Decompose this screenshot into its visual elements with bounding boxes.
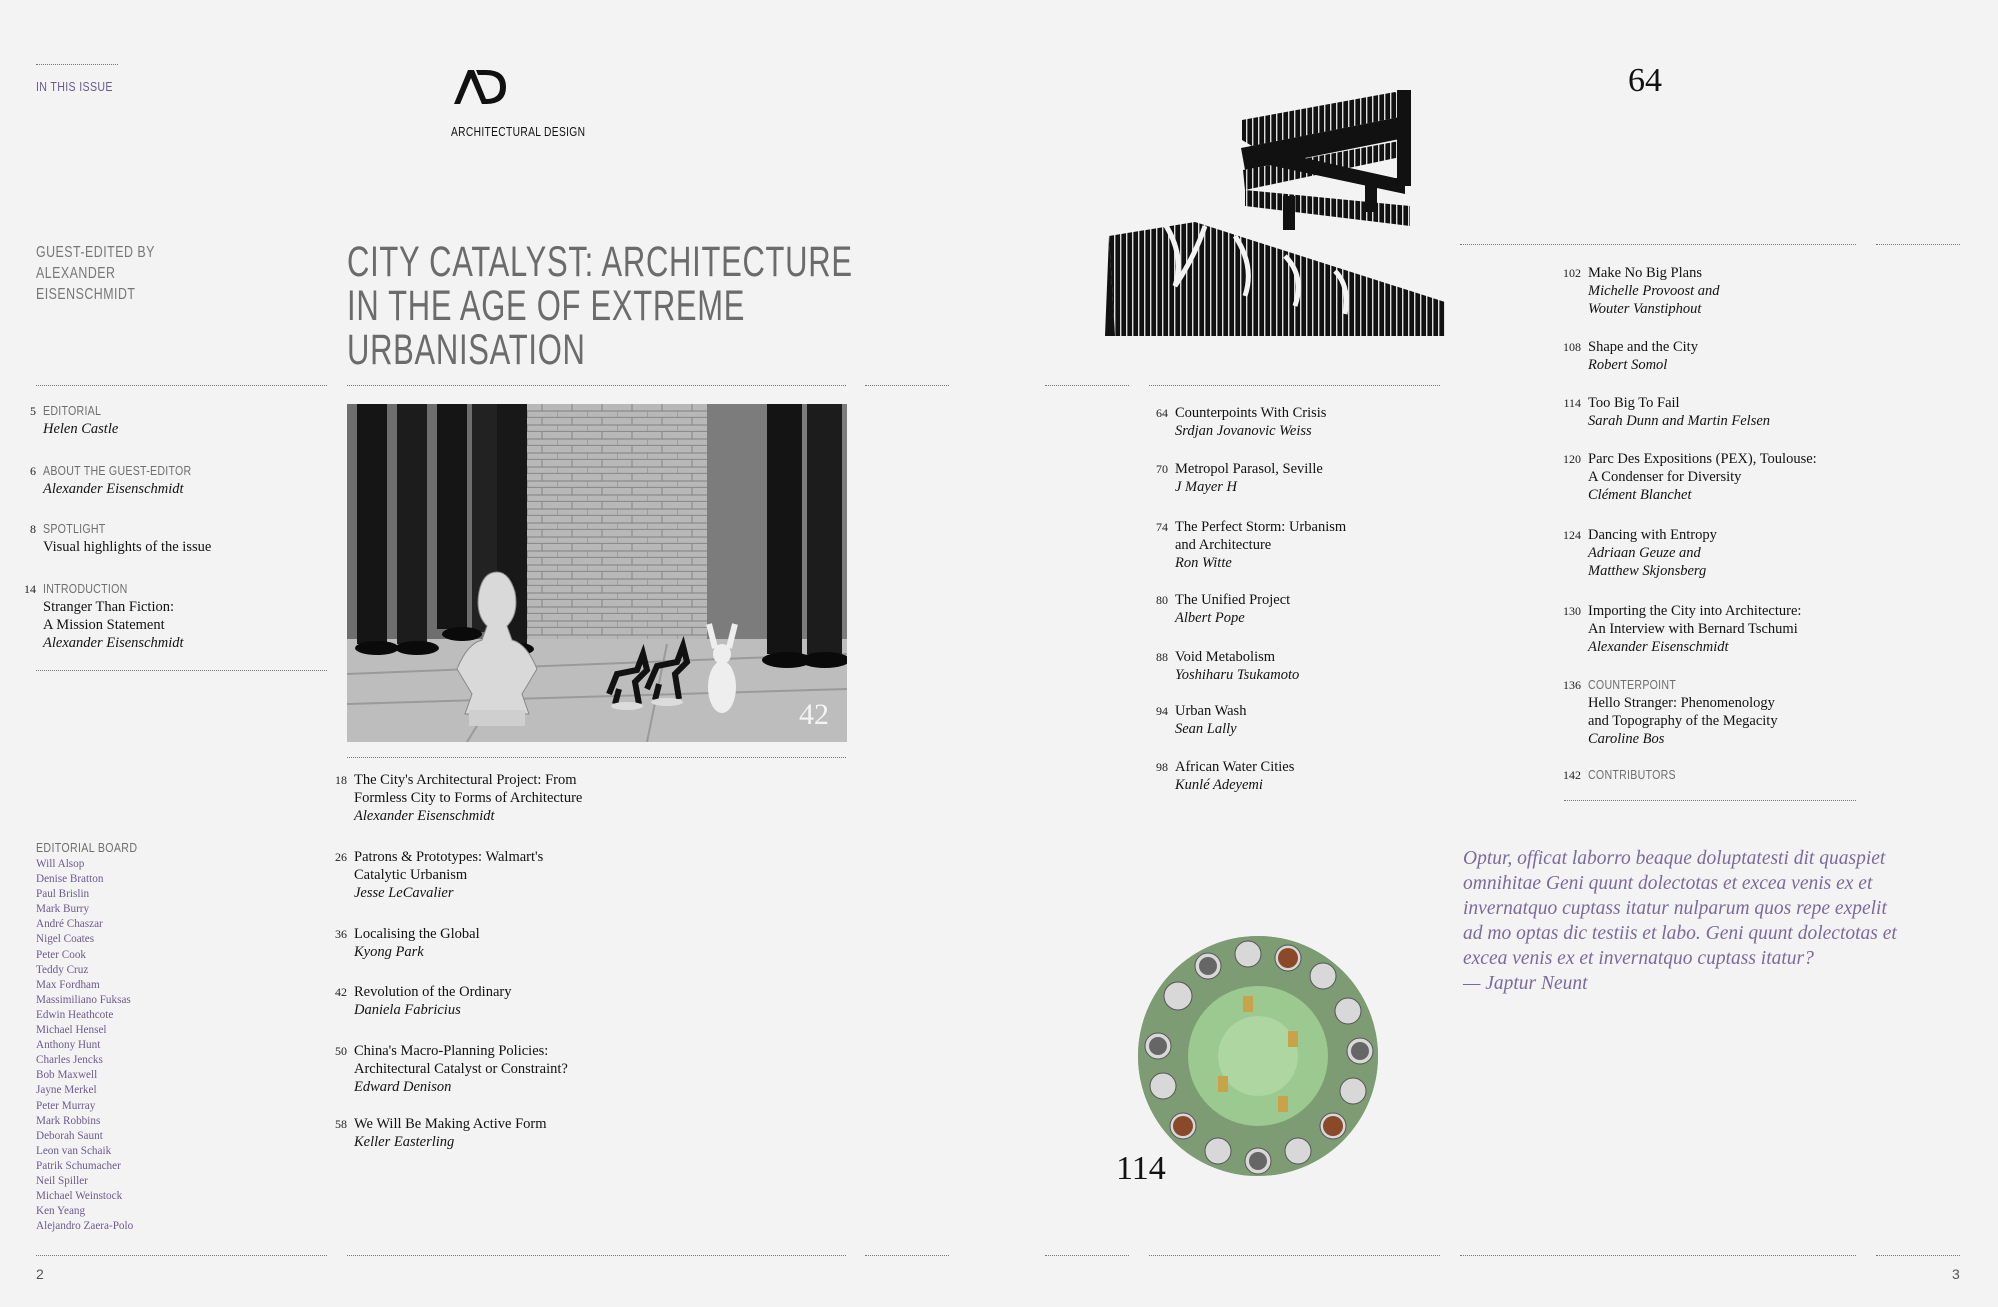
entry-title: Revolution of the Ordinary bbox=[354, 984, 512, 1000]
board-member: Nigel Coates bbox=[36, 933, 95, 946]
page-number: 102 bbox=[1563, 266, 1581, 280]
entry-title: The City's Architectural Project: From Formless City to Forms of Architecture bbox=[354, 772, 583, 806]
rule bbox=[1045, 1255, 1129, 1256]
entry-title: Stranger Than Fiction: A Mission Statement bbox=[43, 599, 175, 633]
ad-logo bbox=[452, 66, 508, 111]
entry-author: Alexander Eisenschmidt bbox=[43, 635, 184, 651]
rule bbox=[347, 1255, 846, 1256]
page-number-right: 3 bbox=[1952, 1266, 1960, 1282]
entry-author: Edward Denison bbox=[354, 1079, 452, 1095]
editorial-board bbox=[36, 841, 155, 1234]
in-this-issue-label: IN THIS ISSUE bbox=[36, 80, 113, 94]
entry-title: Hello Stranger: Phenomenology and Topography of the Megacity bbox=[1588, 695, 1778, 729]
entry-author: Sarah Dunn and Martin Felsen bbox=[1588, 413, 1771, 429]
entry-author: Ron Witte bbox=[1175, 555, 1232, 571]
contents-entry[interactable] bbox=[323, 925, 480, 961]
entry-title: Localising the Global bbox=[354, 926, 480, 942]
pull-quote-text: Optur, officat laborro beaque doluptatesti dit quaspiet omnihitae Geni quunt dolectotas et excea venis ex et invernatquo cuptass itatur nulparum quos repe expelit ad mo optas dic testiis et labo. Geni quunt dolectotas et excea venis ex et invernatquo cuptass itatur? bbox=[1463, 848, 1897, 969]
contents-entry[interactable] bbox=[1557, 766, 1691, 784]
contents-entry[interactable] bbox=[1144, 702, 1246, 738]
building-graphic bbox=[1105, 86, 1445, 346]
editorial-board-heading: EDITORIAL BOARD bbox=[36, 841, 138, 855]
entry-author: Sean Lally bbox=[1175, 721, 1237, 737]
board-member: Alejandro Zaera-Polo bbox=[36, 1220, 134, 1233]
board-member: Ken Yeang bbox=[36, 1205, 86, 1218]
issue-title-line: IN THE AGE OF EXTREME bbox=[347, 282, 746, 330]
entry-title: China's Macro-Planning Policies: Architectural Catalyst or Constraint? bbox=[354, 1043, 568, 1077]
board-member: Anthony Hunt bbox=[36, 1039, 101, 1052]
page-number: 26 bbox=[335, 850, 347, 864]
entry-author: Michelle Provoost and Wouter Vanstiphout bbox=[1588, 283, 1720, 317]
board-member: Deborah Saunt bbox=[36, 1129, 103, 1142]
page-number: 142 bbox=[1563, 768, 1581, 782]
page-number: 80 bbox=[1156, 593, 1168, 607]
entry-author: Keller Easterling bbox=[354, 1134, 455, 1150]
contents-entry[interactable] bbox=[1144, 758, 1294, 794]
page-number: 42 bbox=[335, 985, 347, 999]
guest-editor-line: ALEXANDER bbox=[36, 265, 116, 282]
board-member: André Chaszar bbox=[36, 918, 103, 931]
board-member: Paul Brislin bbox=[36, 888, 90, 901]
entry-author: Yoshiharu Tsukamoto bbox=[1175, 667, 1300, 683]
board-member: Michael Weinstock bbox=[36, 1190, 123, 1203]
contents-entry[interactable] bbox=[12, 580, 184, 652]
entry-author: Alexander Eisenschmidt bbox=[354, 808, 495, 824]
contents-entry[interactable] bbox=[1557, 394, 1770, 430]
contents-entry[interactable] bbox=[1144, 460, 1323, 496]
guest-editor-line: GUEST-EDITED BY bbox=[36, 244, 155, 261]
section-heading: SPOTLIGHT bbox=[43, 522, 106, 536]
pull-quote bbox=[1463, 846, 1897, 996]
entry-author: Alexander Eisenschmidt bbox=[1588, 639, 1729, 655]
page-number: 120 bbox=[1563, 452, 1581, 466]
contents-entry[interactable] bbox=[1557, 526, 1717, 580]
pull-quote-attribution: — Japtur Neunt bbox=[1463, 973, 1588, 994]
entry-author: Kyong Park bbox=[354, 944, 424, 960]
contents-entry[interactable] bbox=[1557, 264, 1720, 318]
contents-entry[interactable] bbox=[323, 771, 582, 825]
rule bbox=[1876, 1255, 1960, 1256]
page-number: 114 bbox=[1563, 396, 1581, 410]
photo-illustration bbox=[347, 404, 847, 742]
rule bbox=[36, 1255, 327, 1256]
contents-entry[interactable] bbox=[1144, 591, 1290, 627]
entry-title: We Will Be Making Active Form bbox=[354, 1116, 547, 1132]
rule bbox=[347, 385, 846, 386]
rule bbox=[1460, 1255, 1856, 1256]
page-number: 94 bbox=[1156, 704, 1168, 718]
feature-photo bbox=[347, 404, 847, 742]
board-member: Charles Jencks bbox=[36, 1054, 103, 1067]
circle-plan-graphic bbox=[1138, 936, 1378, 1176]
section-heading: ABOUT THE GUEST-EDITOR bbox=[43, 464, 192, 478]
rule bbox=[36, 670, 327, 671]
entry-title: Too Big To Fail bbox=[1588, 395, 1680, 411]
entry-title: Importing the City into Architecture: An Interview with Bernard Tschumi bbox=[1588, 603, 1802, 637]
circle-page-number: 114 bbox=[1116, 1150, 1166, 1187]
rule bbox=[1149, 1255, 1440, 1256]
board-member: Peter Murray bbox=[36, 1099, 96, 1112]
contents-entry[interactable] bbox=[1144, 648, 1299, 684]
issue-title-line: URBANISATION bbox=[347, 326, 586, 374]
entry-title: The Perfect Storm: Urbanism and Architecture bbox=[1175, 519, 1347, 553]
entry-title: African Water Cities bbox=[1175, 759, 1295, 775]
entry-author: Robert Somol bbox=[1588, 357, 1668, 373]
contents-entry[interactable] bbox=[12, 520, 211, 556]
rule bbox=[36, 64, 118, 65]
page-number-left: 2 bbox=[36, 1266, 44, 1282]
contents-entry[interactable] bbox=[1557, 338, 1698, 374]
entry-title: Void Metabolism bbox=[1175, 649, 1276, 665]
rule bbox=[1149, 385, 1440, 386]
entry-title: Urban Wash bbox=[1175, 703, 1247, 719]
entry-title: Make No Big Plans bbox=[1588, 265, 1702, 281]
board-member: Bob Maxwell bbox=[36, 1069, 98, 1082]
issue-title-line: CITY CATALYST: ARCHITECTURE bbox=[347, 238, 853, 286]
rule bbox=[1045, 385, 1129, 386]
page-number: 14 bbox=[24, 582, 36, 596]
board-member: Patrik Schumacher bbox=[36, 1159, 121, 1172]
page-number: 6 bbox=[30, 464, 36, 478]
section-heading: INTRODUCTION bbox=[43, 582, 128, 596]
page-number: 130 bbox=[1563, 604, 1581, 618]
board-member: Max Fordham bbox=[36, 978, 100, 991]
board-member: Massimiliano Fuksas bbox=[36, 993, 131, 1006]
page-number: 50 bbox=[335, 1044, 347, 1058]
contents-entry[interactable] bbox=[323, 1115, 547, 1151]
feature-page-number: 64 bbox=[1628, 62, 1662, 99]
contents-entry[interactable] bbox=[1144, 518, 1346, 572]
entry-title: The Unified Project bbox=[1175, 592, 1291, 608]
entry-author: Srdjan Jovanovic Weiss bbox=[1175, 423, 1312, 439]
contents-entry[interactable] bbox=[323, 848, 543, 902]
contents-entry[interactable] bbox=[12, 462, 218, 498]
contents-entry[interactable] bbox=[323, 1042, 568, 1096]
board-member: Teddy Cruz bbox=[36, 963, 89, 976]
contents-entry[interactable] bbox=[1557, 450, 1817, 504]
issue-title bbox=[347, 240, 1167, 372]
rule bbox=[347, 757, 846, 758]
entry-author: Caroline Bos bbox=[1588, 731, 1665, 747]
section-heading: COUNTERPOINT bbox=[1588, 678, 1677, 692]
entry-title: Visual highlights of the issue bbox=[43, 539, 212, 555]
ad-logo-icon bbox=[452, 66, 508, 106]
page-number: 108 bbox=[1563, 340, 1581, 354]
entry-title: Counterpoints With Crisis bbox=[1175, 405, 1327, 421]
board-member: Denise Bratton bbox=[36, 873, 104, 886]
entry-title: Parc Des Expositions (PEX), Toulouse: A Condenser for Diversity bbox=[1588, 451, 1817, 485]
page-number: 136 bbox=[1563, 678, 1581, 692]
section-heading: CONTRIBUTORS bbox=[1588, 768, 1676, 782]
board-member: Peter Cook bbox=[36, 948, 87, 961]
page-number: 5 bbox=[30, 404, 36, 418]
board-member: Leon van Schaik bbox=[36, 1144, 112, 1157]
contents-entry[interactable] bbox=[323, 983, 511, 1019]
board-member: Neil Spiller bbox=[36, 1174, 88, 1187]
editorial-board-list bbox=[36, 857, 155, 1234]
page-number: 36 bbox=[335, 927, 347, 941]
entry-author: Jesse LeCavalier bbox=[354, 885, 454, 901]
page-number: 98 bbox=[1156, 760, 1168, 774]
entry-author: Daniela Fabricius bbox=[354, 1002, 461, 1018]
page-number: 64 bbox=[1156, 406, 1168, 420]
page-number: 70 bbox=[1156, 462, 1168, 476]
board-member: Mark Robbins bbox=[36, 1114, 101, 1127]
entry-author: Alexander Eisenschmidt bbox=[43, 481, 184, 497]
board-member: Michael Hensel bbox=[36, 1024, 107, 1037]
entry-title: Dancing with Entropy bbox=[1588, 527, 1717, 543]
entry-author: Clément Blanchet bbox=[1588, 487, 1692, 503]
contents-entry[interactable] bbox=[1557, 602, 1801, 656]
page-number: 18 bbox=[335, 773, 347, 787]
page-number: 124 bbox=[1563, 528, 1581, 542]
rule bbox=[1460, 244, 1856, 245]
circle-plan-image bbox=[1138, 936, 1378, 1176]
page-number: 74 bbox=[1156, 520, 1168, 534]
entry-title: Metropol Parasol, Seville bbox=[1175, 461, 1323, 477]
rule bbox=[1876, 244, 1960, 245]
rule bbox=[1564, 800, 1856, 801]
contents-entry[interactable] bbox=[1144, 404, 1326, 440]
entry-author: Albert Pope bbox=[1175, 610, 1245, 626]
entry-author: J Mayer H bbox=[1175, 479, 1238, 495]
entry-title: Shape and the City bbox=[1588, 339, 1698, 355]
entry-author: Helen Castle bbox=[43, 421, 119, 437]
magazine-name: ARCHITECTURAL DESIGN bbox=[451, 125, 586, 139]
photo-page-number: 42 bbox=[799, 698, 829, 731]
entry-author: Kunlé Adeyemi bbox=[1175, 777, 1263, 793]
page-number: 8 bbox=[30, 522, 36, 536]
building-illustration bbox=[1105, 86, 1445, 351]
contents-entry[interactable] bbox=[1557, 676, 1778, 748]
guest-editor-line: EISENSCHMIDT bbox=[36, 286, 136, 303]
page-number: 58 bbox=[335, 1117, 347, 1131]
board-member: Will Alsop bbox=[36, 858, 85, 870]
board-member: Jayne Merkel bbox=[36, 1084, 97, 1097]
entry-author: Adriaan Geuze and Matthew Skjonsberg bbox=[1588, 545, 1707, 579]
rule bbox=[36, 385, 327, 386]
section-heading: EDITORIAL bbox=[43, 404, 102, 418]
entry-title: Patrons & Prototypes: Walmart's Catalytic Urbanism bbox=[354, 849, 544, 883]
board-member: Mark Burry bbox=[36, 903, 90, 916]
rule bbox=[865, 385, 949, 386]
board-member: Edwin Heathcote bbox=[36, 1008, 114, 1021]
rule bbox=[865, 1255, 949, 1256]
contents-entry[interactable] bbox=[12, 402, 118, 438]
page-number: 88 bbox=[1156, 650, 1168, 664]
guest-editor-block bbox=[36, 242, 185, 305]
